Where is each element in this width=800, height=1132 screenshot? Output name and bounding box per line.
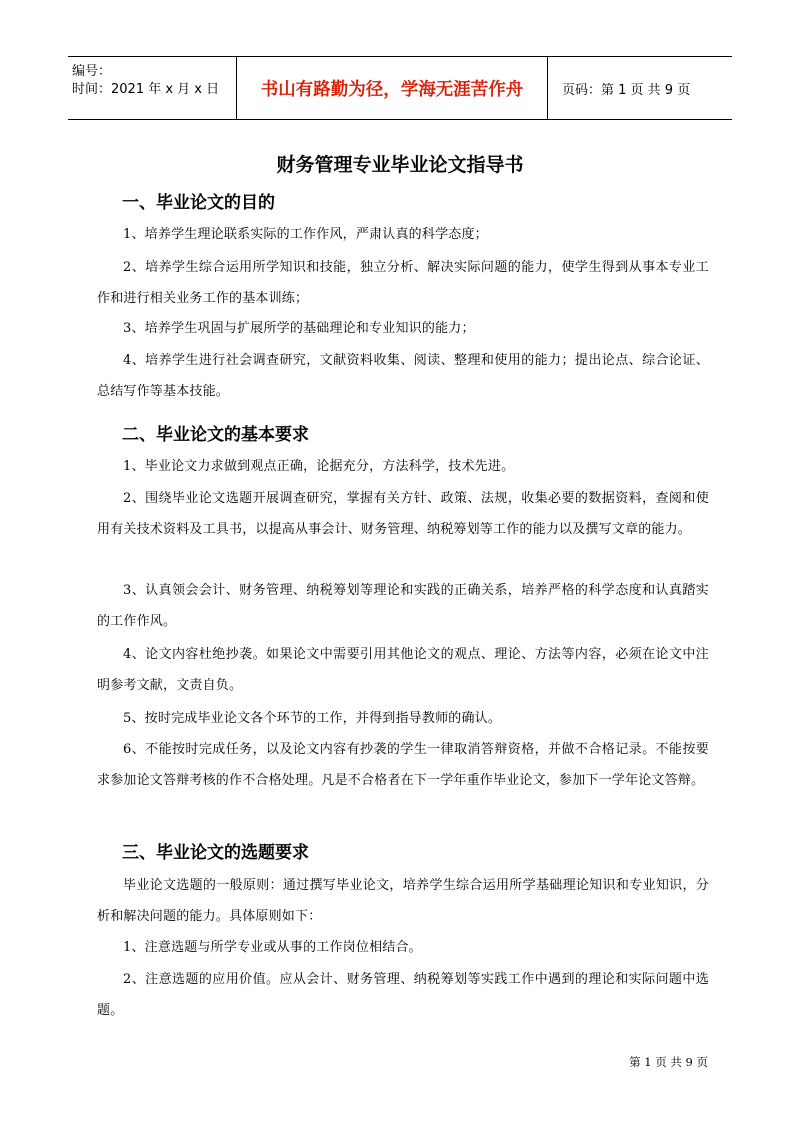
document-title: 财务管理专业毕业论文指导书 <box>276 154 524 176</box>
paragraph: 3、认真领会会计、财务管理、纳税筹划等理论和实践的正确关系，培养严格的科学态度和认真踏实的工作作风。 <box>97 583 709 629</box>
page-footer: 第 1 页 共 9 页 <box>629 1055 708 1069</box>
document-number: 编号： <box>72 64 112 79</box>
page-header <box>68 56 732 120</box>
paragraph: 毕业论文选题的一般原则：通过撰写毕业论文，培养学生综合运用所学基础理论知识和专业知识，分析和解决问题的能力。具体原则如下： <box>97 878 709 924</box>
section-heading-topic-selection: 三、毕业论文的选题要求 <box>122 843 309 863</box>
paragraph: 2、围绕毕业论文选题开展调查研究，掌握有关方针、政策、法规，收集必要的数据资料，查阅和使用有关技术资料及工具书，以提高从事会计、财务管理、纳税筹划等工作的能力以及撰写文章的能力。 <box>97 491 709 537</box>
paragraph: 4、论文内容杜绝抄袭。如果论文中需要引用其他论文的观点、理论、方法等内容，必须在论文中注明参考文献，文责自负。 <box>97 647 709 693</box>
paragraph: 5、按时完成毕业论文各个环节的工作，并得到指导教师的确认。 <box>123 711 502 726</box>
paragraph: 4、培养学生进行社会调查研究，文献资料收集、阅读、整理和使用的能力；提出论点、综合论证、总结写作等基本技能。 <box>97 353 709 399</box>
section-heading-purpose: 一、毕业论文的目的 <box>122 193 275 213</box>
paragraph: 2、注意选题的应用价值。应从会计、财务管理、纳税筹划等实践工作中遇到的理论和实际问题中选题。 <box>97 972 709 1018</box>
paragraph: 2、培养学生综合运用所学知识和技能，独立分析、解决实际问题的能力，使学生得到从事本专业工作和进行相关业务工作的基本训练； <box>97 260 709 306</box>
paragraph: 1、毕业论文力求做到观点正确，论据充分，方法科学，技术先进。 <box>123 459 515 474</box>
header-page-info: 页码：第 1 页 共 9 页 <box>562 82 691 98</box>
header-motto: 书山有路勤为径，学海无涯苦作舟 <box>236 57 548 119</box>
paragraph: 1、培养学生理论联系实际的工作作风，严肃认真的科学态度； <box>123 227 488 242</box>
paragraph: 1、注意选题与所学专业或从事的工作岗位相结合。 <box>123 940 422 955</box>
header-meta <box>68 57 236 119</box>
section-heading-requirements: 二、毕业论文的基本要求 <box>122 425 309 445</box>
paragraph: 3、培养学生巩固与扩展所学的基础理论和专业知识的能力； <box>123 321 475 336</box>
document-time: 时间：2021 年 x 月 x 日 <box>72 82 220 97</box>
paragraph: 6、不能按时完成任务，以及论文内容有抄袭的学生一律取消答辩资格，并做不合格记录。不能按要求参加论文答辩考核的作不合格处理。凡是不合格者在下一学年重作毕业论文，参加下一学年论文答辩。 <box>97 742 709 788</box>
